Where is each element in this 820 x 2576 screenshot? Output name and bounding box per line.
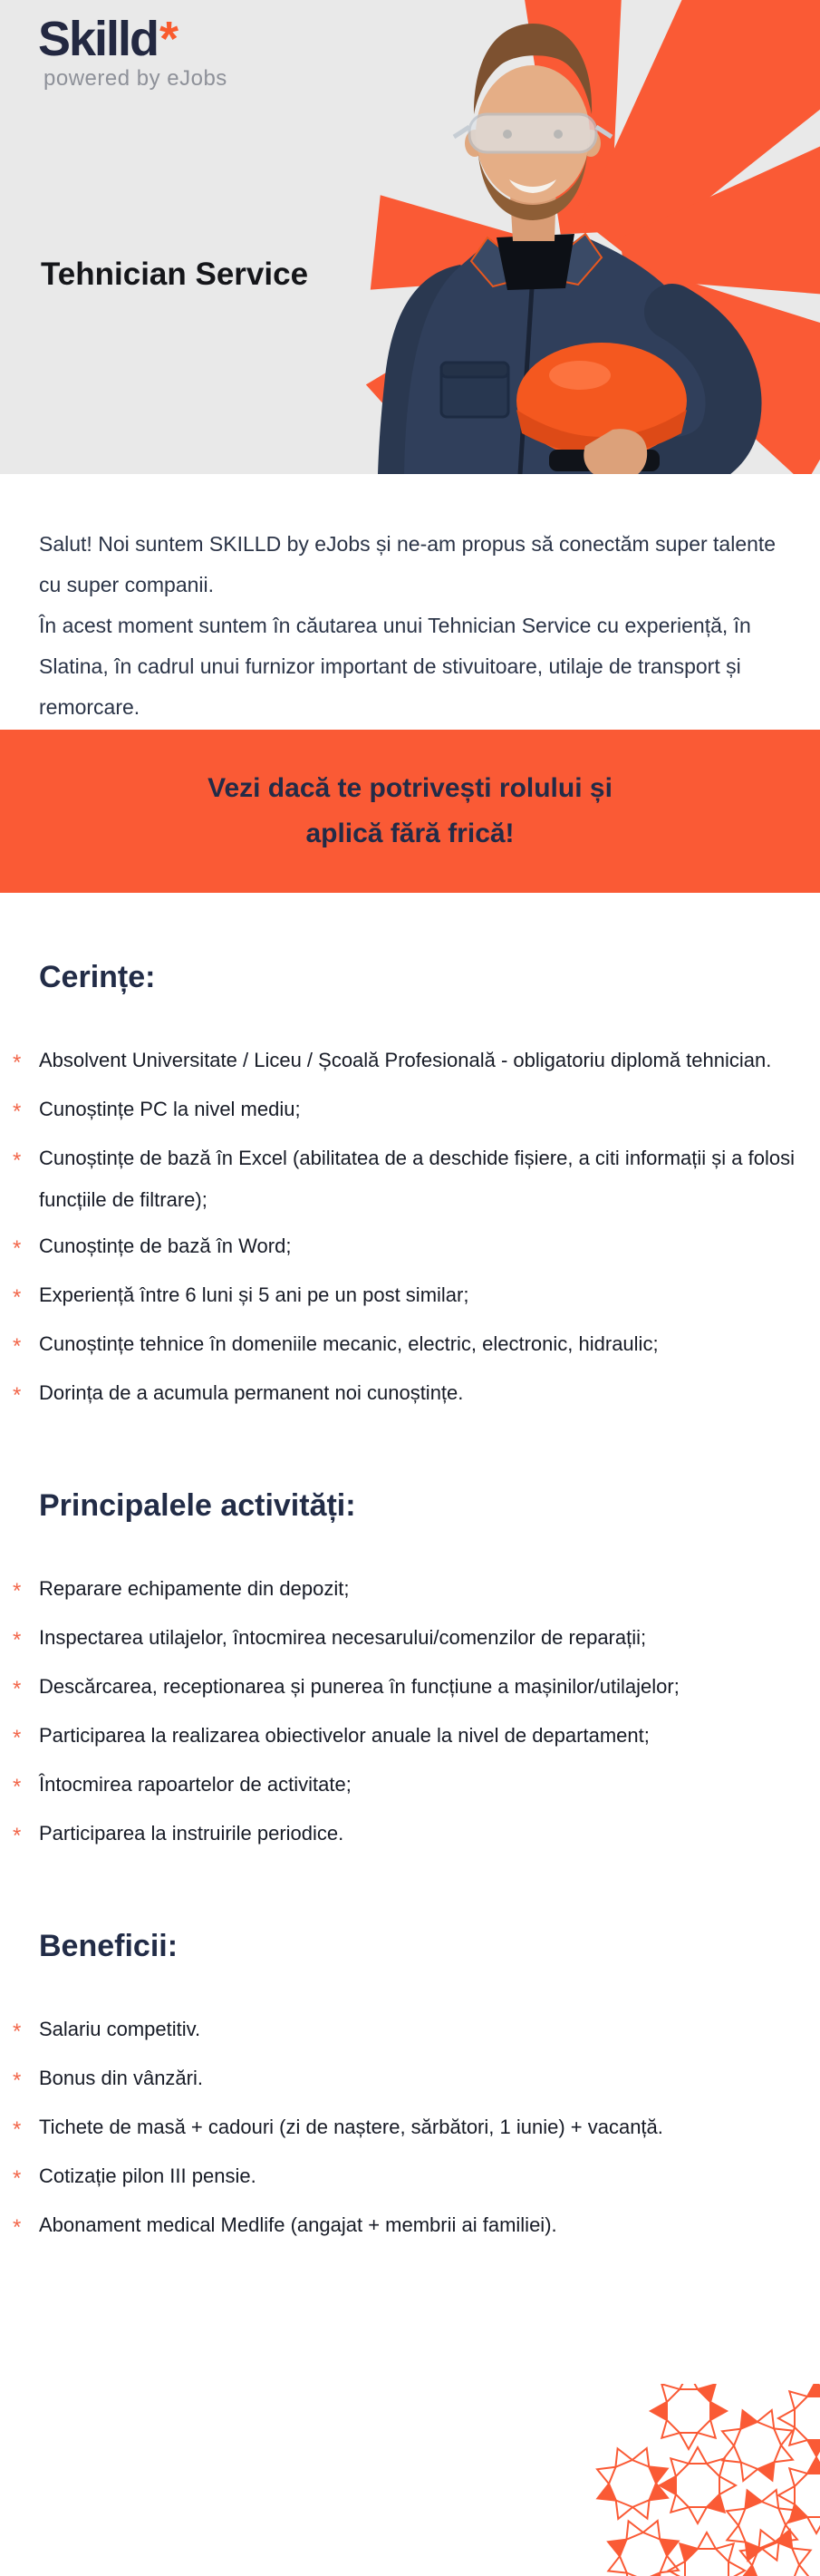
list-item-text: Inspectarea utilajelor, întocmirea necesarului/comenzilor de reparații; [39, 1626, 647, 1649]
list-item-text: Întocmirea rapoartelor de activitate; [39, 1773, 352, 1796]
list-item [13, 1764, 804, 1808]
sections [0, 893, 820, 2249]
list-item-text: Participarea la instruirile periodice. [39, 1822, 344, 1845]
asterisk-bullet-icon: * [13, 1677, 22, 1701]
list-item [13, 2058, 804, 2102]
bullet-list [0, 2009, 820, 2249]
section-heading: Cerințe: [39, 960, 156, 994]
asterisk-bullet-icon: * [13, 2019, 22, 2044]
list-item-text: Cunoștințe tehnice în domeniile mecanic, electric, electronic, hidraulic; [39, 1332, 659, 1355]
list-item-text: Abonament medical Medlife (angajat + membrii ai familiei). [39, 2213, 557, 2236]
asterisk-bullet-icon: * [13, 1726, 22, 1750]
logo-wordmark [38, 13, 227, 66]
list-item-text: Cunoștințe PC la nivel mediu; [39, 1098, 301, 1120]
section-cerinte [0, 893, 820, 1417]
list-item [13, 1568, 804, 1612]
asterisk-bullet-icon: * [13, 1334, 22, 1359]
asterisk-bullet-icon: * [13, 1628, 22, 1652]
list-item-text: Cunoștințe de bază în Excel (abilitatea de a deschide fișiere, a citi informații și a folosi funcțiile de filtrare); [39, 1147, 795, 1211]
asterisk-bullet-icon: * [13, 2166, 22, 2191]
list-item [13, 2204, 804, 2249]
list-item [13, 2009, 804, 2053]
section-beneficii [0, 1862, 820, 2249]
list-item-text: Tichete de masă + cadouri (zi de naștere, sărbători, 1 iunie) + vacanță. [39, 2116, 663, 2138]
list-item [13, 1225, 804, 1270]
list-item [13, 2155, 804, 2200]
header [0, 0, 820, 474]
asterisk-bullet-icon: * [13, 1236, 22, 1261]
asterisk-bullet-icon: * [13, 2215, 22, 2240]
cta-banner-line-2: aplică fără frică! [305, 818, 515, 848]
list-item-text: Cotizație pilon III pensie. [39, 2164, 256, 2187]
logo-asterisk-icon: * [159, 12, 178, 66]
list-item [13, 1813, 804, 1857]
list-item-text: Participarea la realizarea obiectivelor anuale la nivel de departament; [39, 1724, 650, 1747]
logo[interactable] [38, 13, 227, 92]
list-item [13, 1138, 804, 1221]
list-item-text: Descărcarea, receptionarea și punerea în funcțiune a mașinilor/utilajelor; [39, 1675, 680, 1698]
asterisk-bullet-icon: * [13, 1051, 22, 1075]
section-heading: Principalele activități: [39, 1488, 356, 1523]
intro-paragraph-1: Salut! Noi suntem SKILLD by eJobs și ne-am propus să conectăm super talente cu super companii. [39, 532, 777, 596]
asterisk-bullet-icon: * [13, 1383, 22, 1408]
asterisk-bullet-icon: * [13, 1775, 22, 1799]
cta-banner[interactable] [0, 730, 820, 893]
bullet-list [0, 1040, 820, 1417]
asterisk-bullet-icon: * [13, 2068, 22, 2093]
asterisk-bullet-icon: * [13, 1824, 22, 1848]
asterisk-bullet-icon: * [13, 1579, 22, 1603]
intro-paragraph-2: În acest moment suntem în căutarea unui Tehnician Service cu experiență, în Slatina, în cadrul unui furnizor important de stivuitoare, utilaje de transport și remorcare. [39, 614, 751, 719]
list-item [13, 1715, 804, 1759]
section-activitati [0, 1421, 820, 1857]
triangle-pattern-decoration [574, 2384, 820, 2576]
list-item [13, 1666, 804, 1710]
job-title: Tehnician Service [41, 257, 309, 292]
list-item-text: Absolvent Universitate / Liceu / Școală Profesională - obligatoriu diplomă tehnician. [39, 1049, 772, 1071]
list-item [13, 2106, 804, 2151]
intro-section [0, 474, 820, 730]
list-item-text: Cunoștințe de bază în Word; [39, 1235, 292, 1257]
list-item-text: Experiență între 6 luni și 5 ani pe un post similar; [39, 1283, 469, 1306]
cta-banner-line-1: Vezi dacă te potrivești rolului și [207, 773, 613, 803]
list-item [13, 1617, 804, 1661]
list-item [13, 1089, 804, 1133]
logo-tagline: powered by eJobs [43, 66, 227, 92]
list-item-text: Reparare echipamente din depozit; [39, 1577, 350, 1600]
list-item-text: Dorința de a acumula permanent noi cunoștințe. [39, 1381, 464, 1404]
section-heading: Beneficii: [39, 1929, 178, 1963]
safety-glasses [454, 114, 612, 152]
list-item [13, 1372, 804, 1417]
asterisk-bullet-icon: * [13, 1099, 22, 1124]
bullet-list [0, 1568, 820, 1857]
asterisk-bullet-icon: * [13, 1148, 22, 1173]
asterisk-bullet-icon: * [13, 2117, 22, 2142]
asterisk-bullet-icon: * [13, 1285, 22, 1310]
logo-name: Skilld [38, 12, 159, 66]
list-item [13, 1040, 804, 1084]
list-item [13, 1323, 804, 1368]
list-item [13, 1274, 804, 1319]
list-item-text: Salariu competitiv. [39, 2018, 201, 2040]
list-item-text: Bonus din vânzări. [39, 2067, 203, 2089]
